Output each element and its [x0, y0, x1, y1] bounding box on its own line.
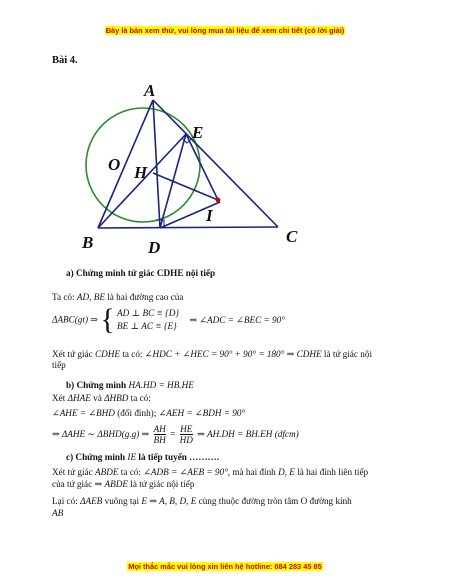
fraction-he-hd [180, 424, 193, 445]
part-c-line3 [52, 496, 352, 507]
math: AD ⊥ BC ≡ {D} [117, 308, 180, 318]
hotline-banner [0, 562, 450, 571]
preview-banner-text: Đây là bản xem thử, vui lòng mua tài liệu để xem chi tiết (có lời giải) [105, 26, 345, 35]
side-ac [153, 100, 278, 227]
hotline-banner-text: Mọi thắc mắc vui lòng xin liên hệ hotline: 084 283 45 85 [128, 562, 322, 571]
text: ta có: [130, 393, 151, 403]
math: ∠AHE = ∠BHD [52, 408, 115, 418]
label-d: D [148, 238, 161, 255]
geometry-figure [70, 70, 310, 255]
math: ΔAEB [80, 496, 103, 506]
equals: = [170, 429, 176, 439]
text: Xét tứ giác [52, 349, 93, 359]
text: Xét tứ giác [52, 467, 93, 477]
text: b) Chứng minh [66, 380, 127, 390]
math: IE [127, 452, 137, 462]
text: ta có: [120, 467, 141, 477]
segment-ei [186, 134, 218, 200]
math: D, E [278, 467, 295, 477]
part-a-line1 [52, 292, 183, 303]
numerator: HE [180, 424, 193, 434]
math: ⇒ ΔAHE ∼ ΔBHD(g.g) ⇒ [52, 429, 150, 439]
numerator: AH [153, 424, 166, 434]
text: là tiếp tuyến ………. [138, 452, 220, 462]
text: c) Chứng minh [66, 452, 126, 462]
label-i: I [206, 206, 213, 225]
math: HA.HD = HB.HE [128, 380, 194, 390]
text: , mà hai đỉnh [227, 467, 276, 477]
math: AD, BE [76, 292, 105, 302]
point-i-dot [216, 198, 221, 203]
text: là tứ giác nội tiếp [130, 479, 195, 489]
math: ΔHBD [104, 393, 129, 403]
label-e: E [192, 123, 204, 142]
text: vuông tại [104, 496, 140, 506]
text: (đối đỉnh); [117, 408, 157, 418]
part-a-heading: a) Chứng minh tứ giác CDHE nội tiếp [66, 268, 216, 278]
math: (dfcm) [274, 429, 299, 439]
label-h: H [134, 163, 148, 182]
part-c-heading [66, 452, 219, 463]
math: ⇒ ∠ADC = ∠BEC = 90° [189, 314, 285, 325]
part-a-line3-cont: tiếp [52, 360, 66, 370]
part-b-line1 [52, 393, 151, 404]
math: ⇒ AH.DH = BH.EH [197, 429, 273, 439]
label-b: B [82, 233, 94, 252]
text: Ta có: [52, 292, 75, 302]
text: là hai đường cao của [107, 292, 184, 302]
system-lines [117, 307, 179, 333]
text: của tứ giác ⇒ [52, 479, 103, 489]
label-a: A [144, 81, 156, 100]
text: ta có: [122, 349, 143, 359]
math: ∠HDC + ∠HEC = 90° + 90° = 180° ⇒ [144, 349, 295, 359]
part-a-system [52, 305, 285, 335]
math: CDHE [296, 349, 322, 359]
problem-title: Bài 4. [52, 55, 78, 66]
text: cùng thuộc đường tròn tâm O đường kính [198, 496, 352, 506]
math: ABDE [104, 479, 128, 489]
part-c-line2 [52, 479, 194, 490]
denominator: BH [153, 435, 166, 445]
side-bc [98, 227, 278, 228]
math: E ⇒ A, B, D, E [141, 496, 197, 506]
left-brace: { [100, 303, 115, 336]
text: Xét [52, 393, 66, 403]
label-c: C [286, 227, 298, 246]
math: ∠ADB = ∠AEB = 90° [143, 467, 228, 477]
part-b-line2 [52, 408, 245, 419]
part-a-line3 [52, 349, 372, 360]
part-c-line3-cont: AB [52, 508, 64, 518]
fraction-ah-bh [154, 424, 166, 445]
text: Lại có: [52, 496, 78, 506]
part-c-line1 [52, 467, 368, 478]
text: là tứ giác nội [323, 349, 373, 359]
math: ∠AEH = ∠BDH = 90° [158, 408, 246, 418]
text: là hai đỉnh liên tiếp [297, 467, 369, 477]
segment-hi [153, 173, 218, 200]
text: và [93, 393, 102, 403]
preview-banner [0, 26, 450, 35]
math: ΔABC(gt) ⇒ [52, 314, 99, 325]
denominator: HD [179, 435, 193, 445]
math: BE ⊥ AC ≡ {E} [117, 321, 177, 331]
math: ΔHAE [67, 393, 91, 403]
math: ABDE [95, 467, 119, 477]
part-b-line3 [52, 424, 299, 448]
math: CDHE [95, 349, 121, 359]
label-o: O [108, 155, 121, 174]
part-b-heading [66, 380, 194, 391]
